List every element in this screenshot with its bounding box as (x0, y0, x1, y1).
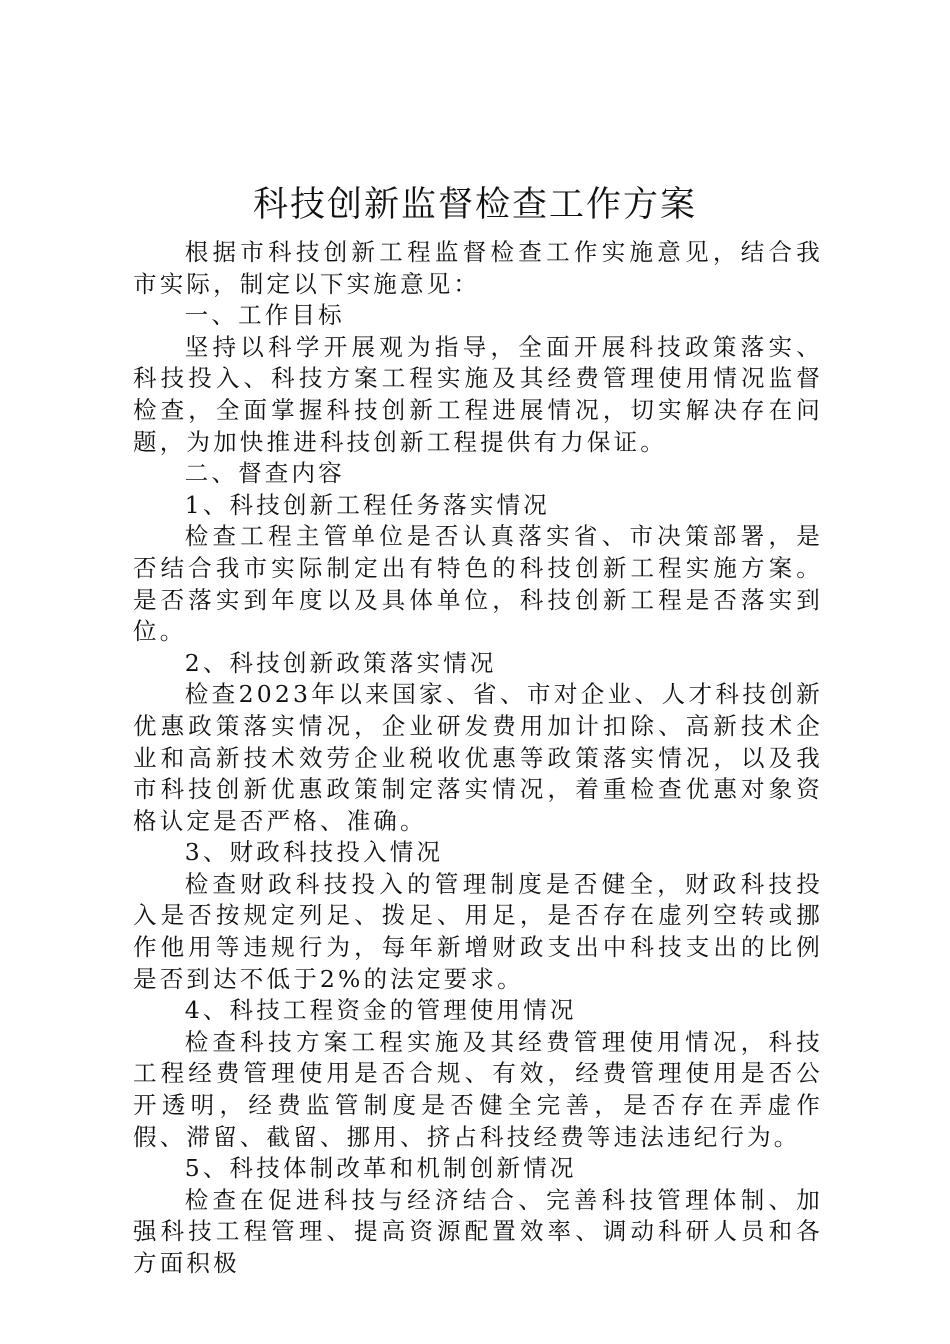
subheading-system-reform: 5、科技体制改革和机制创新情况 (184, 1154, 577, 1183)
subheading-task-implementation: 1、科技创新工程任务落实情况 (184, 490, 550, 519)
subheading-fund-management: 4、科技工程资金的管理使用情况 (184, 996, 577, 1025)
section-heading-content: 二、督查内容 (184, 459, 345, 488)
policy-implementation-paragraph: 检查2023年以来国家、省、市对企业、人才科技创新优惠政策落实情况，企业研发费用加计扣除、高新技术企业和高新技术效劳企业税收优惠等政策落实情况，以及我市科技创新优惠政策制定落实情况，着重检查优惠对象资格认定是否严格、准确。 (133, 680, 823, 835)
intro-paragraph: 根据市科技创新工程监督检查工作实施意见，结合我市实际，制定以下实施意见： (133, 238, 823, 298)
fiscal-investment-paragraph: 检查财政科技投入的管理制度是否健全，财政科技投入是否按规定列足、拨足、用足，是否存在虚列空转或挪作他用等违规行为，每年新增财政支出中科技支出的比例是否到达不低于2%的法定要求。 (133, 869, 823, 993)
document-title: 科技创新监督检查工作方案 (252, 185, 697, 225)
task-implementation-paragraph: 检查工程主管单位是否认真落实省、市决策部署，是否结合我市实际制定出有特色的科技创新工程实施方案。是否落实到年度以及具体单位，科技创新工程是否落实到位。 (133, 522, 823, 646)
section-heading-goals: 一、工作目标 (184, 301, 345, 330)
subheading-fiscal-investment: 3、财政科技投入情况 (184, 838, 444, 867)
system-reform-paragraph: 检查在促进科技与经济结合、完善科技管理体制、加强科技工程管理、提高资源配置效率、调动科研人员和各方面积极 (133, 1185, 823, 1277)
goals-paragraph: 坚持以科学开展观为指导，全面开展科技政策落实、科技投入、科技方案工程实施及其经费管理使用情况监督检查，全面掌握科技创新工程进展情况，切实解决存在问题，为加快推进科技创新工程提供有力保证。 (133, 332, 823, 456)
subheading-policy-implementation: 2、科技创新政策落实情况 (184, 648, 497, 677)
fund-management-paragraph: 检查科技方案工程实施及其经费管理使用情况，科技工程经费管理使用是否合规、有效，经费管理使用是否公开透明，经费监管制度是否健全完善，是否存在弄虚作假、滞留、截留、挪用、挤占科技经费等违法违纪行为。 (133, 1027, 823, 1151)
document-body (133, 237, 823, 1280)
